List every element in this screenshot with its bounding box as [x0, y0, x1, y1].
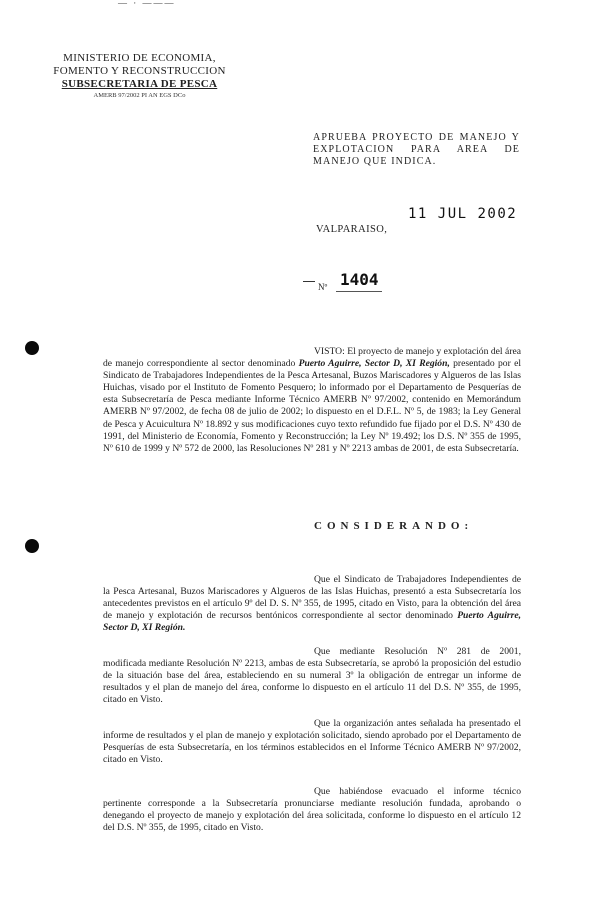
considerando-1-sector: Puerto Aguirre, Sector D, XI Región. — [103, 610, 522, 634]
reference-code: AMERB 97/2002 PI AN EGS DCo — [93, 92, 186, 99]
ministry-header — [52, 52, 227, 100]
place-label: VALPARAISO, — [316, 224, 388, 235]
number-label: Nº — [318, 282, 328, 292]
visto-sector: Puerto Aguirre, Sector D, XI Región, — [298, 358, 450, 370]
considerando-paragraph-1 — [103, 574, 521, 634]
top-scan-mark: — · ——— — [118, 0, 176, 8]
subsecretaria-name: SUBSECRETARIA DE PESCA — [61, 78, 218, 90]
document-subject: APRUEBA PROYECTO DE MANEJO Y EXPLOTACION PARA AREA DE MANEJO QUE INDICA. — [313, 132, 520, 167]
number-dash — [303, 281, 315, 282]
considerando-paragraph-2: Que mediante Resolución Nº 281 de 2001, modificada mediante Resolución Nº 2213, ambas de esta Subsecretaría, se aprobó la proposición del estudio de la situación base del área, estableciendo en su numeral 3º la obligación de entregar un informe de resultados y el plan de manejo del área, conforme lo dispuesto en el artículo 11 del D.S. Nº 355, de 1995, citado en Visto. — [103, 646, 521, 706]
punch-hole — [25, 539, 39, 553]
considerando-1-text: Que el Sindicato de Trabajadores Independientes de la Pesca Artesanal, Buzos Mariscadores y Algueros de las Islas Huichas, presentó a esta Subsecretaría los antecedentes previstos en el artículo 9º del D. S. Nº 355, de 1995, citado en Visto, para la obtención del área de manejo y explotación de recursos bentónicos correspondiente al sector denominado — [103, 574, 521, 622]
punch-hole — [25, 341, 39, 355]
considerando-paragraph-3: Que la organización antes señalada ha presentado el informe de resultados y el plan de manejo y explotación solicitado, siendo aprobado por el Departamento de Pesquerías de esta Subsecretaría, en los términos establecidos en el Informe Técnico AMERB Nº 97/2002, citado en Visto. — [103, 718, 521, 766]
visto-text-2: presentado por el Sindicato de Trabajadores Independientes de la Pesca Artesanal, Buzos Mariscadores y Algueros de las Islas Huichas, visado por el Instituto de Fomento Pesquero; lo informado por el Departamento de Pesquerías de esta Subsecretaría de Pesca mediante Informe Técnico AMERB Nº 97/2002, contenido en Memorándum AMERB Nº 97/2002, de fecha 08 de julio de 2002; lo dispuesto en el D.F.L. Nº 5, de 1983; la Ley General de Pesca y Acuicultura Nº 18.892 y sus modificaciones cuyo texto refundido fue fijado por el D.S. Nº 430 de 1991, del Ministerio de Economía, Fomento y Reconstrucción; la Ley Nº 19.492; los D.S. Nº 355 de 1995, Nº 610 de 1999 y Nº 572 de 2000, las Resoluciones Nº 281 y Nº 2213 ambas de 2001, de esta Subsecretaría. — [103, 358, 521, 454]
visto-text-1: El proyecto de manejo y explotación del área de manejo correspondiente al sector denominado — [103, 346, 521, 370]
resolution-number: 1404 — [340, 270, 379, 289]
considerando-paragraph-4: Que habiéndose evacuado el informe técnico pertinente corresponde a la Subsecretaría pronunciarse mediante resolución fundada, aprobando o denegando el proyecto de manejo y explotación del área solicitada, conforme lo dispuesto en el artículo 12 del D.S. Nº 355, de 1995, citado en Visto. — [103, 786, 521, 834]
considerando-heading: CONSIDERANDO: — [314, 520, 474, 532]
date-stamp: 11 JUL 2002 — [408, 206, 518, 222]
visto-label: VISTO: — [314, 346, 345, 357]
ministry-subname: FOMENTO Y RECONSTRUCCION — [53, 65, 226, 77]
number-underline — [336, 291, 382, 292]
visto-paragraph — [103, 346, 521, 455]
ministry-name: MINISTERIO DE ECONOMIA, — [63, 52, 216, 64]
